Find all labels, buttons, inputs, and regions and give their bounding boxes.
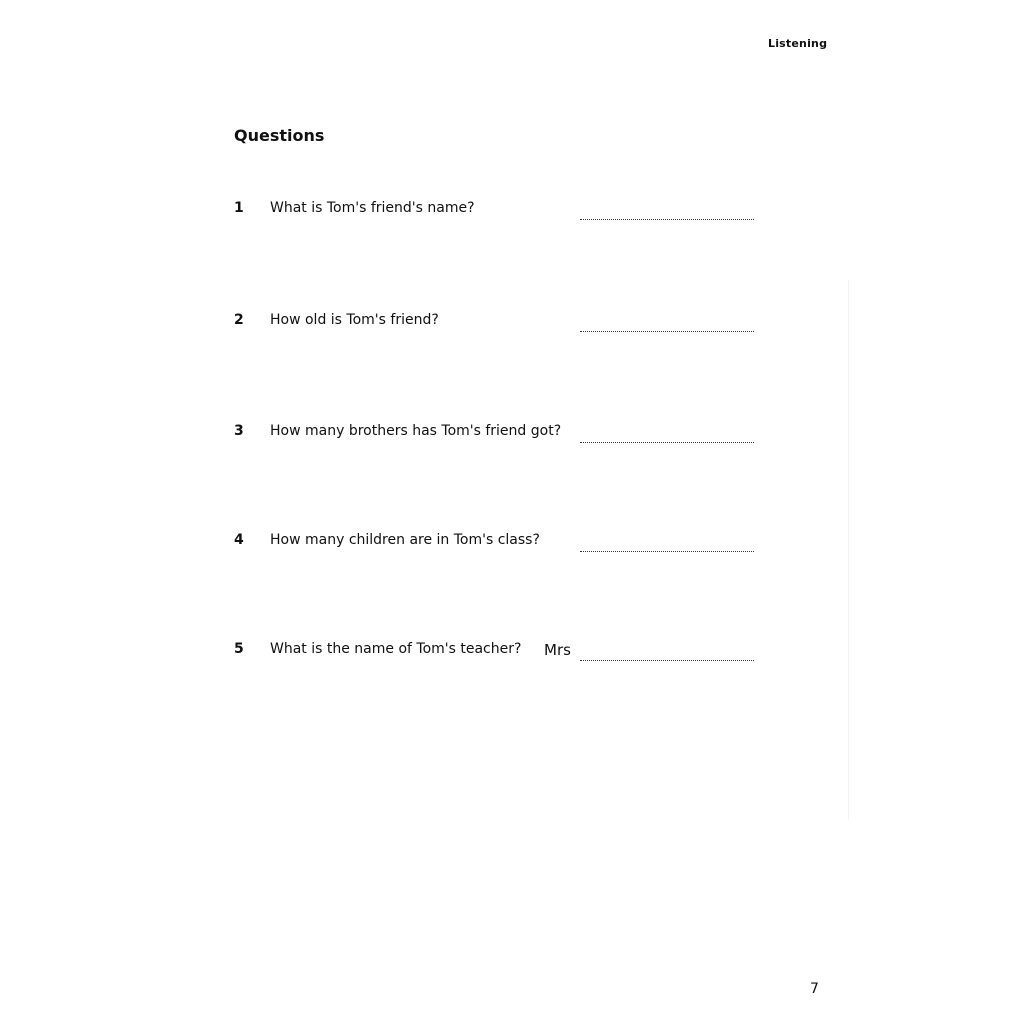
question-number: 1 xyxy=(234,200,244,216)
answer-line[interactable] xyxy=(580,660,754,661)
question-number: 3 xyxy=(234,423,244,439)
page-edge-shadow xyxy=(848,280,849,820)
question-item xyxy=(234,200,759,224)
question-item xyxy=(234,312,759,336)
answer-line[interactable] xyxy=(580,219,754,220)
question-number: 4 xyxy=(234,532,244,548)
page-title: Questions xyxy=(234,126,325,145)
question-text: How many children are in Tom's class? xyxy=(270,532,540,548)
answer-line[interactable] xyxy=(580,551,754,552)
question-item xyxy=(234,641,759,665)
section-header: Listening xyxy=(768,37,828,50)
question-text: How many brothers has Tom's friend got? xyxy=(270,423,562,439)
answer-line[interactable] xyxy=(580,442,754,443)
question-item xyxy=(234,532,759,556)
answer-line[interactable] xyxy=(580,331,754,332)
answer-prefix: Mrs xyxy=(544,641,571,659)
question-text: What is Tom's friend's name? xyxy=(270,200,475,216)
question-text: How old is Tom's friend? xyxy=(270,312,439,328)
question-text: What is the name of Tom's teacher? xyxy=(270,641,522,657)
question-item xyxy=(234,423,759,447)
question-number: 5 xyxy=(234,641,244,657)
page-number: 7 xyxy=(810,981,819,997)
question-number: 2 xyxy=(234,312,244,328)
